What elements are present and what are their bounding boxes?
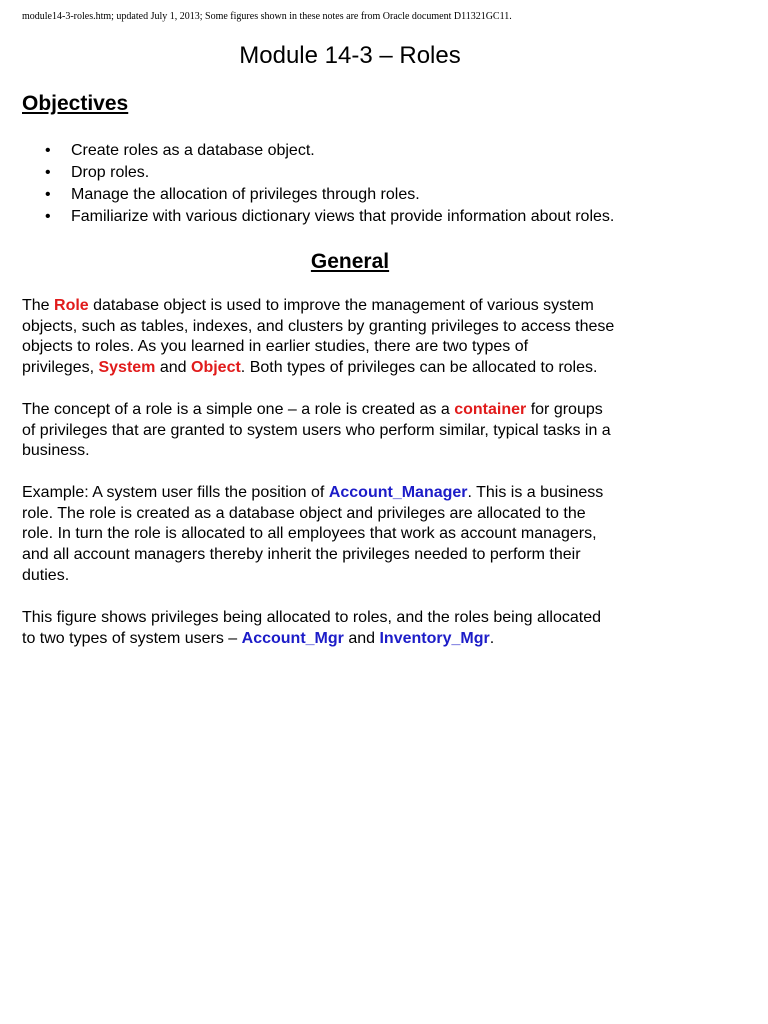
text-line: role. The role is created as a database object and privileges are allocated to the — [22, 504, 586, 522]
term-object: Object — [191, 359, 241, 377]
paragraph-role-concept — [22, 400, 682, 462]
text-run: privileges, — [22, 359, 99, 377]
general-heading: General — [310, 250, 390, 273]
text-line: of privileges that are granted to system users who perform similar, typical tasks in a — [22, 421, 611, 439]
bullet-icon: • — [45, 142, 51, 159]
page-title: Module 14-3 – Roles — [239, 42, 461, 69]
text-line: business. — [22, 442, 90, 460]
text-line — [22, 629, 682, 650]
objectives-list — [22, 140, 614, 228]
term-inventory-mgr: Inventory_Mgr — [379, 629, 490, 647]
text-run: to two types of system users – — [22, 629, 242, 647]
text-line — [22, 483, 682, 504]
list-item — [22, 140, 614, 162]
text-run: for groups — [526, 401, 603, 418]
term-role: Role — [54, 297, 89, 314]
term-system: System — [98, 359, 156, 377]
bullet-icon: • — [45, 164, 51, 181]
text-line: objects to roles. As you learned in earlier studies, there are two types of — [22, 338, 529, 356]
text-run: . — [489, 629, 495, 647]
paragraph-figure-intro — [22, 608, 682, 649]
text-line: and all account managers thereby inherit the privileges needed to perform their — [22, 546, 581, 564]
text-line: duties. — [22, 566, 70, 584]
bullet-icon: • — [45, 186, 51, 203]
text-run: The — [22, 297, 55, 314]
term-account-manager: Account_Manager — [328, 484, 468, 501]
text-line — [22, 358, 682, 379]
objective-text: Familiarize with various dictionary views that provide information about roles. — [71, 208, 615, 225]
text-line: role. In turn the role is allocated to all employees that work as account managers, — [22, 525, 597, 543]
text-run: Example: A system user fills the position of — [22, 484, 329, 501]
paragraph-role-intro — [22, 296, 682, 379]
text-run: The concept of a role is a simple one – a role is created as a — [22, 401, 455, 418]
objectives-heading: Objectives — [22, 92, 129, 115]
term-account-mgr: Account_Mgr — [241, 629, 344, 647]
text-run: and — [343, 629, 380, 647]
objective-text: Create roles as a database object. — [71, 142, 315, 159]
objective-text: Manage the allocation of privileges through roles. — [71, 186, 420, 203]
text-line — [22, 296, 682, 317]
header-note: module14-3-roles.htm; updated July 1, 2013; Some figures shown in these notes are from Oracle document D11321GC11. — [22, 11, 512, 22]
list-item — [22, 162, 614, 184]
text-line: objects, such as tables, indexes, and clusters by granting privileges to access these — [22, 317, 615, 335]
text-line — [22, 400, 682, 421]
term-container: container — [454, 401, 527, 418]
paragraph-example — [22, 483, 682, 587]
objective-text: Drop roles. — [71, 164, 150, 181]
text-run: database object is used to improve the management of various system — [88, 297, 594, 314]
bullet-icon: • — [45, 208, 51, 225]
list-item — [22, 206, 614, 228]
list-item — [22, 184, 614, 206]
text-run: and — [155, 359, 191, 377]
text-run: . This is a business — [467, 484, 604, 501]
text-line: This figure shows privileges being allocated to roles, and the roles being allocated — [22, 609, 602, 626]
text-run: . Both types of privileges can be allocated to roles. — [240, 359, 598, 377]
